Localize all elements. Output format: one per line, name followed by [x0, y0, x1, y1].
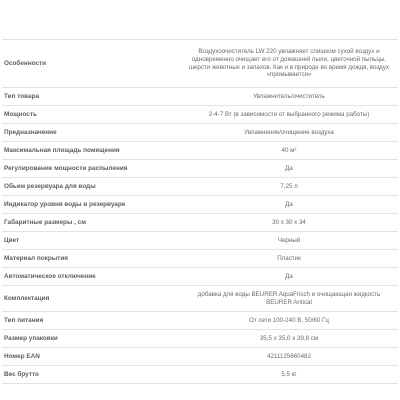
- spec-label: Комплектация: [4, 294, 50, 302]
- spec-row-package-contents: [2, 286, 398, 312]
- spec-label: Автоматическое отключение: [4, 272, 96, 280]
- spec-row-dimensions: [2, 214, 398, 232]
- spec-label: Особенности: [4, 59, 47, 67]
- spec-value: Да: [285, 200, 293, 208]
- spec-value: Увлажнитель/очиститель: [253, 92, 325, 100]
- spec-label: Индикатор уровня воды в резервуаре: [4, 200, 126, 208]
- spec-label: Предназначение: [4, 128, 57, 136]
- spec-value: Да: [285, 164, 293, 172]
- spec-label: Номер EAN: [4, 352, 40, 360]
- spec-label: Тип питания: [4, 316, 44, 324]
- spec-row-product-type: [2, 88, 398, 106]
- spec-label: Размер упаковки: [4, 334, 58, 342]
- spec-value: От сети 100-240 В, 50/60 Гц: [249, 316, 329, 324]
- spec-value: 4211125660482: [267, 352, 311, 360]
- spec-row-auto-off: [2, 268, 398, 286]
- spec-value: добавка для воды BEURER AquaFrisch и очищающая жидкость BEURER Antical: [197, 290, 381, 306]
- spec-row-water-level-indicator: [2, 196, 398, 214]
- spec-label: Тип товара: [4, 92, 40, 100]
- spec-label: Максимальная площадь помещения: [4, 146, 120, 154]
- spec-label: Регулирование мощности распыления: [4, 164, 128, 172]
- spec-value: 7,25 л: [280, 182, 298, 190]
- spec-row-power-supply: [2, 312, 398, 330]
- spec-row-features: [2, 40, 398, 88]
- spec-label: Цвет: [4, 236, 20, 244]
- spec-value: 2-4-7 Вт (в зависимости от выбранного режима работы): [208, 110, 370, 118]
- spec-row-material: [2, 250, 398, 268]
- spec-value: 35,5 x 35,0 x 39,8 см: [259, 334, 319, 342]
- spec-row-purpose: [2, 124, 398, 142]
- spec-value: Да: [285, 272, 293, 280]
- spec-value: Увлажнение/очищение воздуха: [244, 128, 334, 136]
- spec-row-color: [2, 232, 398, 250]
- spec-value: Воздухоочиститель LW 220 увлажняет слишком сухой воздух и одновременно очищает его от домашней пыли, цветочной пыльцы, шерсти животных и запахов. Как и в природе во время дождя, воздух «промывается»: [189, 48, 389, 79]
- spec-row-max-area: [2, 142, 398, 160]
- spec-table: [2, 39, 398, 384]
- spec-row-tank-volume: [2, 178, 398, 196]
- spec-value: 40 м²: [281, 146, 297, 154]
- spec-label: Обьем резервуара для воды: [4, 182, 96, 190]
- spec-value: Черный: [277, 236, 301, 244]
- spec-row-gross-weight: [2, 366, 398, 384]
- spec-row-spray-regulation: [2, 160, 398, 178]
- spec-row-ean: [2, 348, 398, 366]
- spec-label: Мощность: [4, 110, 37, 118]
- spec-value: 30 x 30 x 34: [272, 218, 306, 226]
- spec-label: Материал покрытия: [4, 254, 68, 262]
- spec-label: Вес брутто: [4, 370, 39, 378]
- spec-value: 5,5 кг: [281, 370, 297, 378]
- spec-value: Пластик: [277, 254, 301, 262]
- spec-row-package-size: [2, 330, 398, 348]
- spec-label: Габаритные размеры , см: [4, 218, 87, 226]
- spec-row-power: [2, 106, 398, 124]
